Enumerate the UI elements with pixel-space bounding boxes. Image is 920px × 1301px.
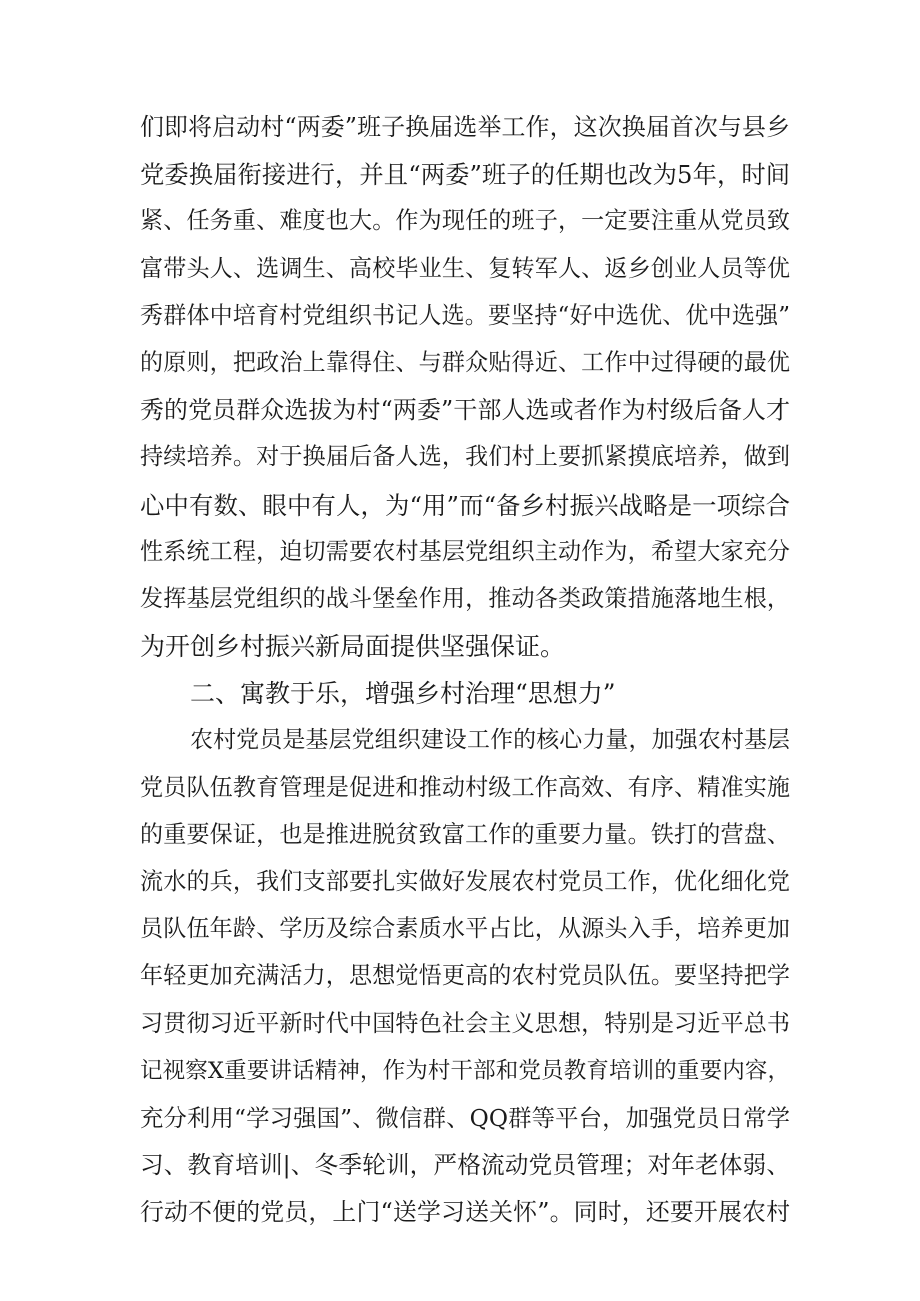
text-line: 记视察X重要讲话精神，作为村干部和党员教育培训的重要内容，	[140, 1057, 790, 1084]
text-line: 的重要保证，也是推进脱贫致富工作的重要力量。铁打的营盘、	[140, 821, 790, 848]
text-line: 秀群体中培育村党组织书记人选。要坚持“好中选优、优中选强”	[140, 302, 790, 329]
text-line: 们即将启动村“两委”班子换届选举工作，这次换届首次与县乡	[140, 113, 790, 141]
text-line: 习、教育培训|、冬季轮训，严格流动党员管理；对年老体弱、	[140, 1151, 790, 1180]
text-line: 富带头人、选调生、高校毕业生、复转军人、返乡创业人员等优	[140, 255, 790, 282]
text-line: 为开创乡村振兴新局面提供坚强保证。	[140, 632, 566, 662]
text-line: 习贯彻习近平新时代中国特色社会主义思想，特别是习近平总书	[140, 1010, 790, 1037]
text-line: 心中有数、眼中有人，为“用”而“备乡村振兴战略是一项综合	[140, 490, 790, 520]
text-line: 党委换届衔接进行，并且“两委”班子的任期也改为5年，时间	[140, 160, 790, 190]
text-line: 的原则，把政治上靠得住、与群众贴得近、工作中过得硬的最优	[140, 349, 790, 376]
text-line: 流水的兵，我们支部要扎实做好发展农村党员工作，优化细化党	[140, 869, 790, 895]
text-line: 行动不便的党员，上门“送学习送关怀”。同时，还要开展农村	[140, 1198, 790, 1227]
document-body	[140, 104, 790, 1237]
text-line: 农村党员是基层党组织建设工作的核心力量，加强农村基层	[190, 727, 790, 754]
text-line: 发挥基层党组织的战斗堡垒作用，推动各类政策措施落地生根，	[140, 585, 790, 612]
text-line: 紧、任务重、难度也大。作为现任的班子，一定要注重从党员致	[140, 208, 790, 235]
text-line: 性系统工程，迫切需要农村基层党组织主动作为，希望大家充分	[140, 538, 790, 565]
text-line: 员队伍年龄、学历及综合素质水平占比，从源头入手，培养更加	[140, 916, 790, 943]
text-line: 党员队伍教育管理是促进和推动村级工作高效、有序、精准实施	[140, 774, 790, 801]
section-heading: 二、寓教于乐，增强乡村治理“思想力”	[190, 679, 616, 709]
text-line: 年轻更加充满活力，思想觉悟更高的农村党员队伍。要坚持把学	[140, 963, 790, 990]
text-line: 持续培养。对于换届后备人选，我们村上要抓紧摸底培养，做到	[140, 444, 790, 471]
text-line: 秀的党员群众选拔为村“两委”干部人选或者作为村级后备人才	[140, 396, 790, 425]
text-line: 充分利用“学习强国”、微信群、QQ群等平台，加强党员日常学	[140, 1103, 790, 1132]
